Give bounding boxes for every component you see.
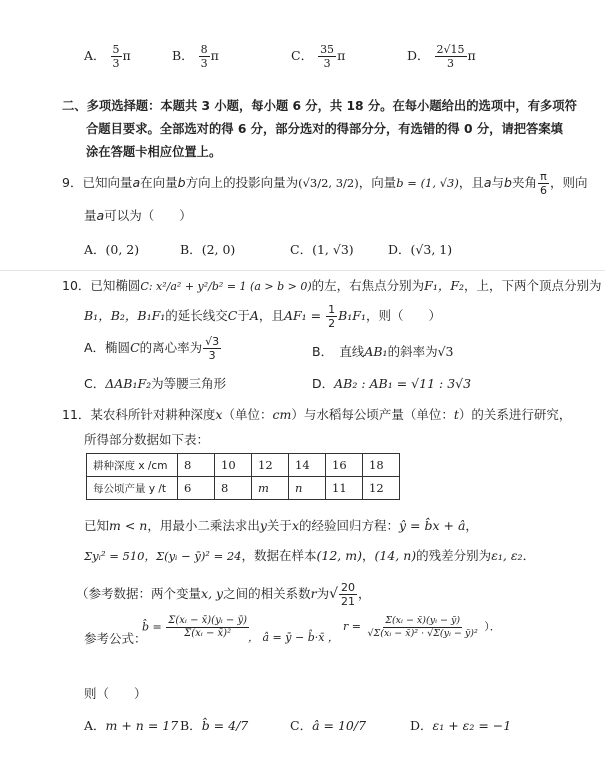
vector-a: a [132,175,141,190]
option-label: D． [388,242,411,257]
table-row [87,454,400,477]
option-value: b̂ = 4/7 [201,718,249,733]
q11-option-b[interactable] [180,716,248,734]
unit-t: t [453,407,459,422]
sum-values: Σyᵢ² = 510，Σ(yᵢ − ȳ)² = 24 [84,549,242,563]
table-cell: 18 [363,454,400,477]
stem-text: 的延长线交 [165,308,228,323]
correlation-fraction [339,582,357,607]
fraction-num: 35 [320,43,335,56]
pi-symbol: π [122,48,131,63]
table-header-cell: 耕种深度 x /cm [87,454,178,477]
table-cell: 8 [178,454,215,477]
q11-option-c[interactable] [290,716,366,734]
fraction-num: π [540,170,547,183]
option-label: D． [407,48,430,63]
formula-label: 参考公式： [84,631,147,646]
fraction-den: √Σ(xᵢ − x̄)² · √Σ(yᵢ − ȳ)² [367,627,478,639]
table-cell: 14 [289,454,326,477]
stem-text: （参考数据：两个变量 [76,586,202,601]
stem-text: （单位： [222,407,273,422]
sample-point: (14, n) [374,548,417,563]
table-cell: 11 [326,477,363,500]
stem-text: 已知向量 [82,175,133,190]
table-cell: 16 [326,454,363,477]
vector-b: b [504,175,512,190]
var-x: x [215,407,223,422]
stem-text: 已知椭圆 [90,278,141,293]
stem-text: 于 [237,308,250,323]
ellipse-c: C [227,308,238,323]
stem-text: 在向量 [140,175,178,190]
fraction-num: Σ(xᵢ − x̄)(yᵢ − ȳ) [168,615,248,626]
stem-text: ，上，下两个顶点分别为 [464,278,602,293]
projection-vector: (√3/2, 3/2) [298,176,359,190]
stem-text: 的经验回归方程： [299,518,400,533]
vector-a: a [483,175,492,190]
q11-stem-line3 [84,516,478,534]
option-text: 的离心率为 [139,340,203,355]
option-label: C． [291,48,314,63]
pi-symbol: π [210,48,219,63]
q11-stem-line4 [84,546,535,564]
q10-option-d[interactable] [312,374,471,392]
vector-b-value: b = (1, √3) [396,176,459,190]
formula-lhs: b̂ = [142,620,162,634]
option-value: (1, √3) [312,242,354,257]
q11-then: 则（ ） [84,686,147,701]
section2-heading-line3: 涂在答题卡相应位置上。 [86,145,222,159]
option-label: A． [84,48,106,63]
section2-heading-line1: 二、多项选择题：本题共 3 小题，每小题 6 分，共 18 分。在每小题给出的选项中，有多项符 [62,99,577,113]
option-label: B． [172,48,194,63]
q10-option-b[interactable] [312,342,454,360]
stem-text: ， [358,586,371,601]
q10-stem-line2 [84,304,441,329]
stem-text: 方向上的投影向量为 [185,175,299,190]
fraction-num: 2√15 [436,43,465,56]
var-x: x [291,518,299,533]
fraction-num: √3 [205,335,220,348]
q9-option-d[interactable] [388,240,452,258]
q9-option-c[interactable] [290,240,354,258]
fraction-den: 3 [200,57,208,70]
formula-b-hat [142,616,250,639]
question-number: 10． [62,278,91,293]
pi-symbol: π [467,48,476,63]
table-header-cell: 每公顷产量 y /t [87,477,178,500]
option-value: (2, 0) [201,242,236,257]
stem-text: 为 [316,586,330,601]
stem-text: 夹角 [511,175,537,190]
option-label: B． [180,242,202,257]
stem-text: ）与水稻每公顷产量（单位： [291,407,454,422]
pi-symbol: π [337,48,346,63]
fraction-num: 8 [200,43,208,56]
inequality: m < n [109,518,148,533]
eccentricity-fraction [203,336,221,361]
fraction [435,44,467,69]
q11-stem-line2: 所得部分数据如下表： [84,432,210,447]
unit-cm: cm [272,407,292,422]
option-value: (√3, 1) [410,242,453,257]
section2-heading-line2: 合题目要求。全部选对的得 6 分，部分选对的得部分分，有选错的得 0 分，请把答案填 [86,122,563,136]
question-number: 9． [62,175,83,190]
q11-reference-data [76,582,371,607]
residuals: ε₁, ε₂ [491,548,523,563]
stem-text: ，且 [258,308,284,323]
option-text: 为等腰三角形 [151,376,227,391]
stem-text: 与 [491,175,505,190]
q9-option-a[interactable] [84,240,139,258]
triangle: ΔAB₁F₂ [105,376,152,391]
stem-text: 量 [84,208,97,223]
fraction-den: 2 [328,317,336,330]
q9-stem-line1 [62,171,588,196]
option-text: 的斜率为 [387,344,438,359]
sqrt-symbol: √ [329,586,339,602]
q8-option-a[interactable] [84,44,131,69]
formula-fraction [365,616,479,638]
fraction [111,44,122,69]
stem-text: ． [522,548,536,563]
stem-text: 之间的相关系数 [223,586,311,601]
table-cell: 10 [215,454,252,477]
option-label: A． [84,718,106,733]
table-cell: 12 [363,477,400,500]
q10-stem-line1 [62,276,602,294]
point-a: A [249,308,259,323]
stem-text: 可以为（ ） [104,208,192,223]
line-ab1: AB₁ [364,344,388,359]
fraction-num: 5 [112,43,120,56]
q8-option-b[interactable] [172,44,219,69]
q10-option-a[interactable] [84,336,222,361]
q8-option-c[interactable] [291,44,345,69]
data-table [86,453,400,500]
slope-value: √3 [437,344,454,359]
formula-fraction [166,616,249,639]
option-label: C． [290,718,313,733]
half-fraction [326,304,337,329]
fraction-den: Σ(xᵢ − x̄)² [184,628,232,639]
option-label: B． [180,718,202,733]
ellipse-c: C [130,340,140,355]
fraction-den: 3 [208,349,216,362]
table-cell: 12 [252,454,289,477]
segment-af1: AF₁ = [283,308,326,323]
formula-end: ）． [484,620,501,633]
option-label: D． [410,718,433,733]
vector-b: b [177,175,186,190]
stem-text: ，则向 [549,175,588,190]
option-label: C． [84,376,106,391]
q11-option-a[interactable] [84,716,178,734]
stem-text: ， [465,518,478,533]
stem-text: ，且 [458,175,484,190]
option-label: A． [84,242,106,257]
stem-text: 的残差分别为 [416,548,492,563]
var-r: r [310,586,317,601]
angle-fraction [538,171,549,196]
stem-text: 已知 [84,518,110,533]
sample-point: (12, m) [316,548,362,563]
table-row [87,477,400,500]
ellipse-equation: C: x²/a² + y²/b² = 1 (a > b > 0) [140,280,312,293]
fraction [199,44,210,69]
q10-option-c[interactable] [84,374,226,392]
option-value: (0, 2) [105,242,140,257]
vector-a: a [96,208,105,223]
fraction-num: 20 [341,581,356,594]
foci: F₁，F₂ [424,278,465,293]
stem-text: ，用最小二乘法求出 [147,518,260,533]
table-cell: 8 [215,477,252,500]
regression-equation: ŷ = b̂x + â [399,518,466,533]
table-cell: m [252,477,289,500]
fraction-num: 1 [328,303,336,316]
page-fold-line [0,270,605,271]
formula-lhs: r = [343,620,361,633]
option-label: D． [312,376,335,391]
fraction-den: 3 [323,57,331,70]
stem-text: 的左，右焦点分别为 [311,278,425,293]
option-label: B． 直线 [312,344,365,359]
fraction-den: 6 [539,184,547,197]
stem-text: ）的关系进行研究， [458,407,572,422]
stem-text: 某农科所针对耕种深度 [90,407,216,422]
segment-b1f1: B₁F₁ [338,308,366,323]
option-value: â = 10/7 [312,718,367,733]
stem-text: 关于 [266,518,292,533]
table-cell: n [289,477,326,500]
stem-text: ，向量 [358,175,397,190]
q8-option-d[interactable] [407,44,476,69]
fraction-den: 3 [112,57,120,70]
points: B₁，B₂，B₁F₁ [84,308,166,323]
stem-text: ，数据在样本 [241,548,317,563]
fraction-den: 21 [341,595,356,608]
vars-xy: x, y [201,586,224,601]
option-value: ε₁ + ε₂ = −1 [432,718,512,733]
stem-text: ，则（ ） [365,308,441,323]
q9-option-b[interactable] [180,240,235,258]
var-y: y [259,518,267,533]
question-number: 11． [62,407,91,422]
stem-text: ， [361,548,375,563]
fraction [318,44,336,69]
option-value: m + n = 17 [105,718,179,733]
ratio-value: AB₂ : AB₁ = √11 : 3√3 [334,376,472,391]
fraction-den: 3 [447,57,455,70]
q11-option-d[interactable] [410,716,511,734]
formula-r [343,616,501,638]
q9-stem-line2 [84,206,192,224]
fraction-num: Σ(xᵢ − x̄)(yᵢ − ȳ) [385,615,461,626]
option-label: C． [290,242,313,257]
option-label: A．椭圆 [84,340,131,355]
formula-a-hat: ， â = ȳ − b̂·x̄ ， [248,631,339,644]
q11-stem-line1 [62,405,571,423]
table-cell: 6 [178,477,215,500]
